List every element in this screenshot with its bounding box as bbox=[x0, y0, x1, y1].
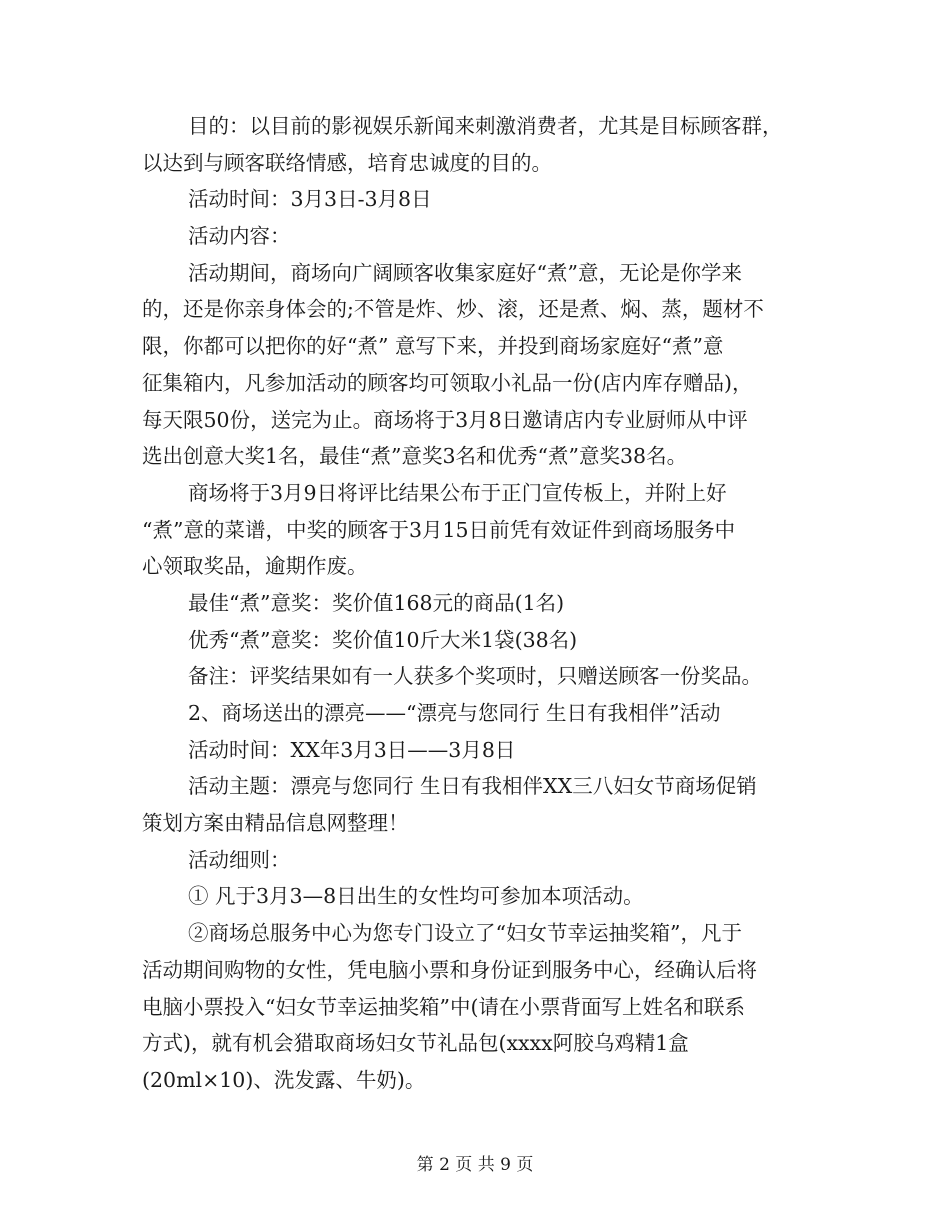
text-line: (20ml×10)、洗发露、牛奶)。 bbox=[142, 1067, 426, 1092]
text-line: 活动时间：XX年3月3日——3月8日 bbox=[188, 737, 516, 762]
text-line: 以达到与顾客联络情感，培育忠诚度的目的。 bbox=[142, 150, 552, 175]
text-line: 商场将于3月9日将评比结果公布于正门宣传板上，并附上好 bbox=[188, 480, 727, 505]
text-line: 方式)，就有机会猎取商场妇女节礼品包(xxxx阿胶乌鸡精1盒 bbox=[142, 1031, 689, 1056]
text-line: 心领取奖品，逾期作废。 bbox=[142, 554, 368, 579]
text-line: 目的：以目前的影视娱乐新闻来刺激消费者，尤其是目标顾客群， bbox=[188, 114, 783, 138]
text-line: ②商场总服务中心为您专门设立了“妇女节幸运抽奖箱”，凡于 bbox=[188, 921, 742, 946]
text-line: 选出创意大奖1名，最佳“煮”意奖3名和优秀“煮”意奖38名。 bbox=[142, 444, 688, 469]
text-line: 2、商场送出的漂亮——“漂亮与您同行 生日有我相伴”活动 bbox=[188, 701, 721, 725]
text-line: 备注：评奖结果如有一人获多个奖项时，只赠送顾客一份奖品。 bbox=[188, 664, 762, 689]
document-body bbox=[142, 108, 812, 1099]
text-line: 活动期间购物的女性，凭电脑小票和身份证到服务中心，经确认后将 bbox=[142, 957, 757, 982]
text-line: 征集箱内，凡参加活动的顾客均可领取小礼品一份(店内库存赠品)， bbox=[142, 370, 753, 395]
text-line: 电脑小票投入“妇女节幸运抽奖箱”中(请在小票背面写上姓名和联系 bbox=[142, 994, 745, 1019]
page-number: 第 2 页 共 9 页 bbox=[416, 1155, 534, 1175]
text-line: 的，还是你亲身体会的;不管是炸、炒、滚，还是煮、焖、蒸，题材不 bbox=[142, 297, 764, 322]
text-line: “煮”意的菜谱，中奖的顾客于3月15日前凭有效证件到商场服务中 bbox=[142, 517, 736, 542]
text-line: 限，你都可以把你的好“煮” 意写下来，并投到商场家庭好“煮”意 bbox=[142, 334, 724, 359]
text-line: 优秀“煮”意奖：奖价值10斤大米1袋(38名) bbox=[188, 627, 578, 652]
text-line: 最佳“煮”意奖：奖价值168元的商品(1名) bbox=[188, 590, 565, 615]
text-line: 每天限50份，送完为止。商场将于3月8日邀请店内专业厨师从中评 bbox=[142, 407, 748, 432]
text-line: 活动期间，商场向广阔顾客收集家庭好“煮”意，无论是你学来 bbox=[188, 260, 742, 285]
text-line: 活动细则： bbox=[188, 847, 291, 872]
text-line: 策划方案由精品信息网整理！ bbox=[142, 811, 409, 836]
text-line: 活动时间：3月3日-3月8日 bbox=[188, 187, 432, 212]
text-line: 活动内容： bbox=[188, 224, 291, 249]
text-line: ① 凡于3月3—8日出生的女性均可参加本项活动。 bbox=[188, 884, 644, 909]
text-line: 活动主题：漂亮与您同行 生日有我相伴XX三八妇女节商场促销 bbox=[188, 774, 757, 799]
